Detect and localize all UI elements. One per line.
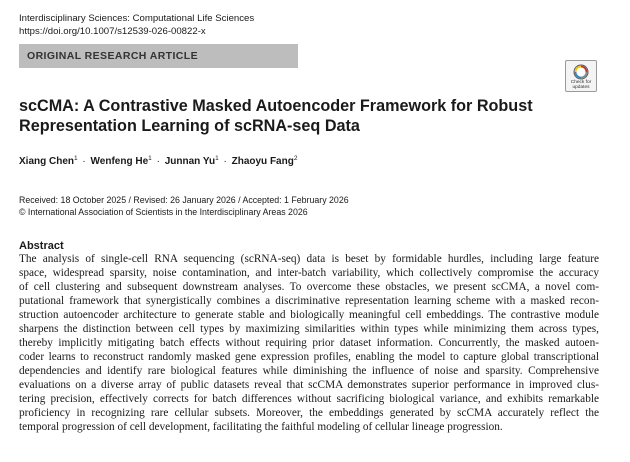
abstract-line: proficiency in recognizing rare cellular subsets. Moreover, the embeddings generated by scCMA accurately reflect the [19,407,599,419]
abstract-line: temporal progression of cell development, facilitating the faithful modeling of cellular lineage progression. [19,421,503,433]
abstract-line: putational framework that synergistically combines a discriminative representation learning scheme with a masked recon- [19,295,599,307]
author-list [19,155,297,167]
history-dates: Received: 18 October 2025 / Revised: 26 January 2026 / Accepted: 1 February 2026 [19,195,349,205]
check-for-updates-label-2: updates [572,85,590,90]
author-name[interactable]: Junnan Yu [164,156,216,167]
author-name[interactable]: Zhaoyu Fang [231,156,294,167]
abstract-line: tering precision, effectively corrects for batch differences without sacrificing biological variance, and exhibits remarkable [19,393,599,405]
journal-header [19,12,254,38]
check-for-updates-label-1: Check for [570,80,592,85]
abstract-line: space, widespread sparsity, noise contamination, and inter-batch variability, which collectively compromise the accuracy [19,267,599,279]
author-name[interactable]: Xiang Chen [19,156,75,167]
abstract-line: The analysis of single-cell RNA sequencing (scRNA-seq) data is beset by formidable hurdles, including large feature [19,253,599,265]
copyright-notice: © International Association of Scientists in the Interdisciplinary Areas 2026 [19,207,308,217]
author-affiliation: 2 [293,155,298,162]
article-title [19,96,579,136]
journal-name: Interdisciplinary Sciences: Computational Life Sciences [19,13,255,24]
author-separator: · [82,156,86,167]
author-affiliation: 1 [74,155,78,162]
publication-dates [19,194,349,218]
author-name[interactable]: Wenfeng He [90,156,149,167]
abstract-line: sharpens the distinction between cell types by maximizing similarities within types while minimizing them across types, [19,323,599,335]
doi-link[interactable]: https://doi.org/10.1007/s12539-026-00822-x [19,26,206,37]
author-separator: · [223,156,227,167]
abstract-line: dependencies and identify rare biological features while diminishing the influence of noise and sparsity. Comprehensive [19,365,599,377]
abstract-heading: Abstract [19,240,64,252]
abstract-line: of cell clustering and subsequent downstream analyses. To overcome these obstacles, we present scCMA, a novel com- [19,281,599,293]
abstract-body [19,252,599,434]
author-separator: · [156,156,160,167]
title-line: Representation Learning of scRNA-seq Data [19,117,360,135]
title-line: scCMA: A Contrastive Masked Autoencoder Framework for Robust [19,97,533,115]
author-affiliation: 1 [148,155,152,162]
author-affiliation: 1 [215,155,219,162]
check-for-updates-button[interactable] [565,60,597,92]
abstract-line: struction autoencoder architecture to generate stable and biologically meaningful cell embeddings. The contrastive module [19,309,599,321]
abstract-line: coder learns to reconstruct randomly masked gene expression profiles, enabling the model to capture global transcriptional [19,351,599,363]
check-for-updates-icon [573,64,589,80]
abstract-line: evaluations on a diverse array of public datasets reveal that scCMA demonstrates superior performance in improved clus- [19,379,599,391]
article-type-banner [19,44,298,68]
abstract-line: thereby implicitly mitigating batch effects without requiring prior dataset information. Concurrently, the masked autoen- [19,337,599,349]
article-type-label: ORIGINAL RESEARCH ARTICLE [27,50,199,62]
